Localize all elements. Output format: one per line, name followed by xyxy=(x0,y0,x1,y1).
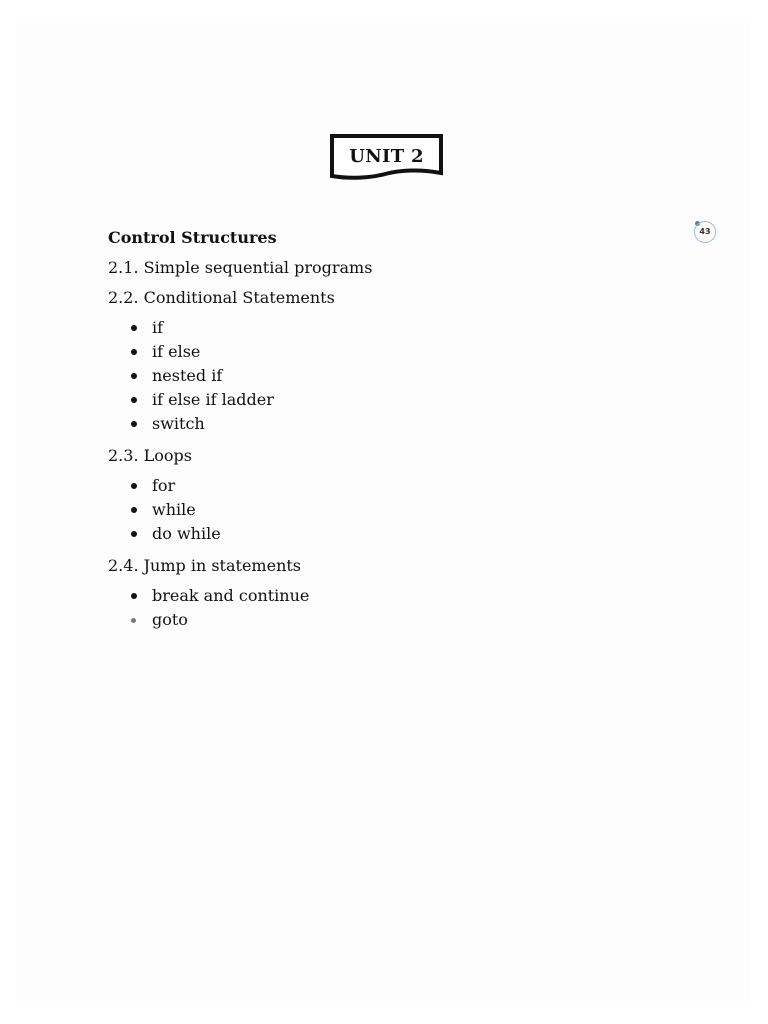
section-title: 2.3. Loops xyxy=(108,446,192,465)
list-item-label: if else if ladder xyxy=(152,390,274,409)
list-item-label: break and continue xyxy=(152,586,310,605)
list-item-label: switch xyxy=(152,414,205,433)
list-item xyxy=(108,340,668,364)
section-title: 2.4. Jump in statements xyxy=(108,556,302,575)
bullet-icon xyxy=(131,483,137,489)
section-title: 2.2. Conditional Statements xyxy=(108,288,335,307)
list-item-label: goto xyxy=(152,610,188,629)
list-item xyxy=(108,412,668,436)
unit-title: UNIT 2 xyxy=(349,146,424,167)
list-item-label: for xyxy=(152,476,176,495)
section-item-list xyxy=(108,316,668,436)
bullet-icon xyxy=(131,421,137,427)
list-item xyxy=(108,522,668,546)
list-item xyxy=(108,584,668,608)
page-number-badge: 43 xyxy=(694,221,716,243)
bullet-icon xyxy=(131,397,137,403)
bullet-icon xyxy=(131,531,137,537)
bullet-icon xyxy=(131,507,137,513)
list-item xyxy=(108,364,668,388)
list-item-label: nested if xyxy=(152,366,223,385)
bullet-icon xyxy=(131,593,137,599)
list-item-label: do while xyxy=(152,524,221,543)
list-item xyxy=(108,498,668,522)
section-title: 2.1. Simple sequential programs xyxy=(108,258,373,277)
toc-content xyxy=(108,226,668,640)
list-item-label: if else xyxy=(152,342,201,361)
unit-banner xyxy=(330,134,443,184)
list-item xyxy=(108,388,668,412)
list-item-label: if xyxy=(152,318,164,337)
bullet-icon xyxy=(131,618,136,623)
bullet-icon xyxy=(131,325,137,331)
section-item-list xyxy=(108,584,668,632)
list-item xyxy=(108,608,668,632)
list-item xyxy=(108,474,668,498)
section-heading: Control Structures xyxy=(108,228,277,247)
list-item-label: while xyxy=(152,500,196,519)
list-item xyxy=(108,316,668,340)
section-item-list xyxy=(108,474,668,546)
bullet-icon xyxy=(131,373,137,379)
bullet-icon xyxy=(131,349,137,355)
